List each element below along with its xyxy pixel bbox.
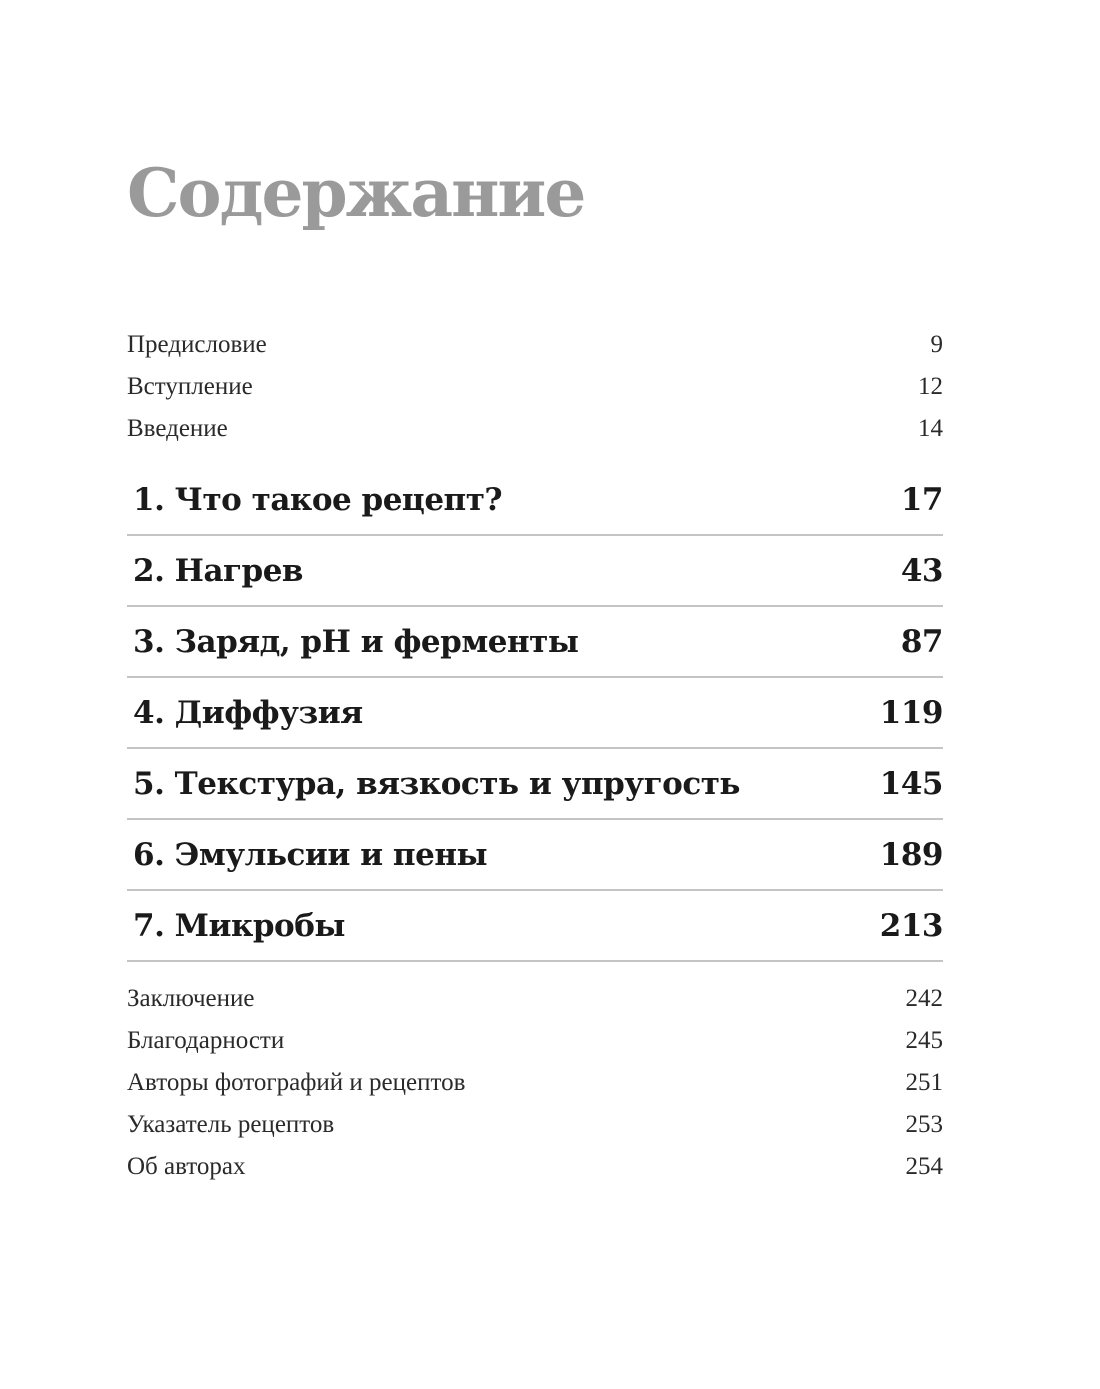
chapter-entry-6[interactable] bbox=[127, 821, 943, 891]
chapter-entry-4[interactable] bbox=[127, 679, 943, 749]
toc-entry-page: 14 bbox=[918, 415, 943, 442]
toc-entry-label: Предисловие bbox=[127, 331, 267, 358]
toc-entry-about-authors[interactable] bbox=[127, 1153, 943, 1195]
chapter-title: 3. Заряд, pH и ферменты bbox=[133, 624, 579, 660]
chapter-entry-1[interactable] bbox=[127, 466, 943, 536]
chapter-page: 17 bbox=[900, 482, 943, 518]
chapter-title: 7. Микробы bbox=[133, 908, 345, 944]
toc-entry-acknowledgements[interactable] bbox=[127, 1027, 943, 1069]
chapter-title: 2. Нагрев bbox=[133, 553, 303, 589]
chapter-page: 189 bbox=[879, 837, 943, 873]
chapter-entry-7[interactable] bbox=[127, 892, 943, 962]
toc-entry-introduction[interactable] bbox=[127, 415, 943, 457]
chapter-entry-5[interactable] bbox=[127, 750, 943, 820]
page-title: Содержание bbox=[127, 154, 585, 232]
chapter-page: 87 bbox=[900, 624, 943, 660]
back-matter-list bbox=[127, 985, 943, 1195]
toc-entry-page: 253 bbox=[905, 1111, 943, 1138]
chapter-title: 5. Текстура, вязкость и упругость bbox=[133, 766, 740, 802]
toc-entry-credits[interactable] bbox=[127, 1069, 943, 1111]
toc-entry-label: Об авторах bbox=[127, 1153, 246, 1180]
toc-entry-label: Авторы фотографий и рецептов bbox=[127, 1069, 466, 1096]
toc-entry-conclusion[interactable] bbox=[127, 985, 943, 1027]
toc-entry-page: 245 bbox=[905, 1027, 943, 1054]
chapter-page: 145 bbox=[879, 766, 943, 802]
chapter-page: 213 bbox=[879, 908, 943, 944]
toc-entry-page: 254 bbox=[905, 1153, 943, 1180]
chapter-entry-3[interactable] bbox=[127, 608, 943, 678]
toc-entry-foreword[interactable] bbox=[127, 373, 943, 415]
toc-entry-page: 251 bbox=[905, 1069, 943, 1096]
toc-entry-label: Заключение bbox=[127, 985, 255, 1012]
toc-entry-label: Введение bbox=[127, 415, 228, 442]
chapter-title: 6. Эмульсии и пены bbox=[133, 837, 488, 873]
chapter-page: 119 bbox=[879, 695, 943, 731]
toc-entry-label: Указатель рецептов bbox=[127, 1111, 335, 1138]
chapter-page: 43 bbox=[900, 553, 943, 589]
toc-entry-page: 12 bbox=[918, 373, 943, 400]
toc-entry-recipe-index[interactable] bbox=[127, 1111, 943, 1153]
toc-entry-page: 242 bbox=[905, 985, 943, 1012]
front-matter-list bbox=[127, 331, 943, 457]
toc-entry-label: Благодарности bbox=[127, 1027, 285, 1054]
toc-entry-preface[interactable] bbox=[127, 331, 943, 373]
toc-entry-label: Вступление bbox=[127, 373, 253, 400]
chapter-title: 4. Диффузия bbox=[133, 695, 363, 731]
toc-entry-page: 9 bbox=[930, 331, 943, 358]
chapter-list bbox=[127, 466, 943, 962]
chapter-entry-2[interactable] bbox=[127, 537, 943, 607]
chapter-title: 1. Что такое рецепт? bbox=[133, 482, 503, 518]
